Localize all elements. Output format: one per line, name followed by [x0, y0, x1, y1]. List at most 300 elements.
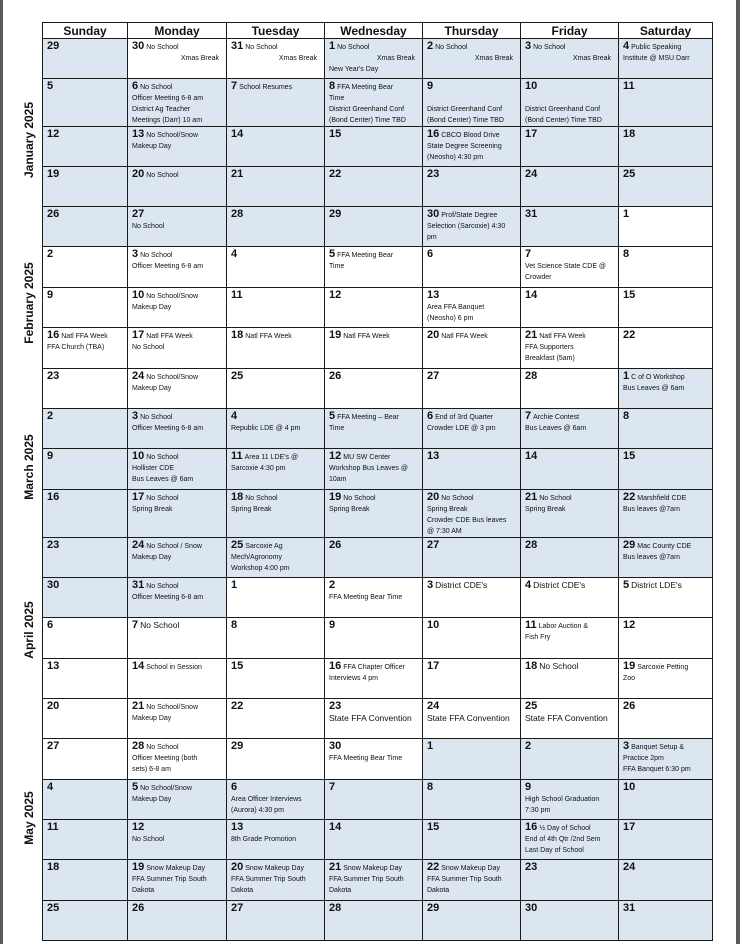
event-text: No School: [146, 495, 179, 502]
event-text: [427, 93, 517, 104]
day-number: 2: [525, 740, 532, 752]
day-cell: [128, 328, 227, 369]
day-first-line: [623, 249, 709, 261]
event-text: Natl FFA Week: [146, 333, 193, 340]
day-first-line: [231, 330, 321, 342]
day-first-line: [329, 129, 419, 141]
day-number: 10: [427, 619, 440, 631]
day-cell: [521, 247, 619, 288]
week-row: [43, 820, 713, 860]
event-text: Spring Break: [132, 506, 173, 513]
week-row: [43, 739, 713, 780]
day-number: 21: [132, 700, 145, 712]
day-cell: [619, 659, 713, 699]
day-number: 23: [47, 539, 60, 551]
day-cell: [227, 79, 325, 127]
day-cell: [325, 780, 423, 820]
event-text: Prof/State Degree: [441, 212, 498, 219]
event-text: Dakota: [132, 887, 155, 894]
day-number: 20: [47, 700, 60, 712]
day-first-line: [329, 209, 419, 221]
week-row: [43, 127, 713, 167]
day-cell: [128, 369, 227, 409]
day-number: 2: [329, 579, 336, 591]
event-text: (Neosho) 6 pm: [427, 315, 474, 322]
day-cell: [423, 699, 521, 739]
day-first-line: [427, 661, 517, 673]
day-first-line: [427, 209, 517, 221]
day-cell: [521, 538, 619, 578]
header-friday: Friday: [521, 23, 619, 39]
day-number: 29: [47, 40, 60, 52]
day-cell: [325, 39, 423, 79]
day-first-line: [132, 862, 223, 874]
day-first-line: [231, 741, 321, 753]
day-first-line: [329, 620, 419, 632]
day-cell: [521, 288, 619, 328]
day-cell: [227, 578, 325, 618]
day-cell: [325, 127, 423, 167]
event-text: No School: [140, 620, 180, 630]
day-first-line: [132, 451, 223, 463]
week-row: [43, 490, 713, 538]
event-text: Snow Makeup Day: [245, 865, 305, 872]
event-text: Sarcoxie Ag: [245, 543, 283, 550]
day-cell: [619, 578, 713, 618]
day-first-line: [47, 862, 124, 874]
day-cell: [43, 369, 128, 409]
day-first-line: [525, 492, 615, 504]
event-text: [343, 701, 345, 711]
event-text: Natl FFA Week: [61, 333, 108, 340]
day-first-line: [623, 81, 709, 93]
week-row: [43, 860, 713, 901]
event-text: Makeup Day: [132, 143, 172, 150]
day-cell: [227, 659, 325, 699]
event-text: Dakota: [427, 887, 450, 894]
event-text: [239, 414, 241, 421]
day-cell: [423, 39, 521, 79]
event-text: District LDE's: [631, 580, 682, 590]
day-number: 18: [231, 329, 244, 341]
day-number: 18: [231, 491, 244, 503]
day-cell: [521, 328, 619, 369]
day-number: 27: [47, 740, 60, 752]
day-first-line: [231, 782, 321, 794]
day-first-line: [47, 451, 124, 463]
week-row: [43, 79, 713, 127]
week-row: [43, 578, 713, 618]
day-number: 19: [329, 329, 342, 341]
event-text: Meetings (Darr) 10 am: [132, 117, 203, 124]
day-number: 9: [525, 781, 532, 793]
day-cell: [43, 538, 128, 578]
day-number: 31: [132, 579, 145, 591]
day-first-line: [427, 451, 517, 463]
header-tuesday: Tuesday: [227, 23, 325, 39]
event-text: (Bond Center) Time TBD: [427, 117, 504, 124]
day-number: 15: [623, 289, 636, 301]
day-cell: [325, 207, 423, 247]
week-row: [43, 538, 713, 578]
day-first-line: [329, 701, 419, 713]
day-number: 23: [329, 700, 342, 712]
month-label-may: May 2025: [22, 791, 36, 845]
day-number: 12: [329, 289, 342, 301]
day-first-line: [47, 371, 124, 383]
day-cell: [227, 288, 325, 328]
day-number: 4: [623, 40, 630, 52]
day-cell: [619, 618, 713, 659]
day-cell: [128, 659, 227, 699]
day-cell: [227, 449, 325, 490]
day-first-line: [525, 822, 615, 834]
day-cell: [43, 490, 128, 538]
day-first-line: [525, 701, 615, 713]
day-number: 11: [525, 619, 537, 631]
day-first-line: [427, 371, 517, 383]
event-text: Republic LDE @ 4 pm: [231, 425, 301, 432]
day-number: 29: [231, 740, 244, 752]
day-first-line: [427, 862, 517, 874]
day-first-line: [132, 411, 223, 423]
header-wednesday: Wednesday: [325, 23, 423, 39]
day-cell: [423, 490, 521, 538]
day-number: 19: [47, 168, 60, 180]
day-number: 17: [132, 491, 145, 503]
event-text: District CDE's: [435, 580, 488, 590]
day-number: 29: [427, 902, 440, 914]
day-cell: [521, 409, 619, 449]
day-number: 15: [427, 821, 440, 833]
day-first-line: [47, 411, 124, 423]
day-number: 1: [623, 370, 630, 382]
day-number: 29: [329, 208, 342, 220]
day-cell: [128, 780, 227, 820]
event-text: FFA Meeting Bear: [337, 84, 394, 91]
day-first-line: [623, 330, 709, 342]
day-number: 24: [623, 861, 636, 873]
day-number: 15: [329, 128, 342, 140]
day-number: 25: [623, 168, 636, 180]
day-number: 27: [427, 539, 440, 551]
day-first-line: [427, 249, 517, 261]
day-first-line: [47, 822, 124, 834]
day-number: 14: [525, 450, 538, 462]
day-first-line: [525, 862, 615, 874]
event-text: Natl FFA Week: [441, 333, 488, 340]
day-number: 12: [132, 821, 145, 833]
day-cell: [43, 659, 128, 699]
day-cell: [43, 901, 128, 941]
event-text: [525, 93, 615, 104]
day-first-line: [623, 862, 709, 874]
event-text: MU SW Center: [343, 454, 391, 461]
day-number: 5: [132, 781, 139, 793]
day-cell: [227, 490, 325, 538]
day-number: 15: [623, 450, 636, 462]
day-number: 7: [132, 619, 139, 631]
event-text: FFA Meeting Bear Time: [329, 594, 403, 601]
day-number: 22: [329, 168, 342, 180]
event-text: [239, 785, 241, 792]
event-text: Workshop Bus Leaves @: [329, 465, 408, 472]
day-first-line: [623, 169, 709, 181]
day-first-line: [427, 782, 517, 794]
day-cell: [423, 79, 521, 127]
event-text: [343, 744, 345, 751]
day-cell: [227, 39, 325, 79]
day-number: 26: [329, 539, 342, 551]
day-first-line: [132, 492, 223, 504]
day-first-line: [231, 580, 321, 592]
day-cell: [325, 369, 423, 409]
day-number: 30: [427, 208, 440, 220]
event-text: Spring Break: [427, 506, 468, 513]
day-first-line: [231, 129, 321, 141]
event-text: Officer Meeting 6-8 am: [132, 95, 204, 102]
day-cell: [619, 860, 713, 901]
day-first-line: [231, 81, 321, 93]
calendar-table: [42, 22, 713, 941]
day-number: 29: [623, 539, 636, 551]
event-text: Xmas Break: [474, 55, 513, 62]
day-cell: [227, 369, 325, 409]
week-row: [43, 699, 713, 739]
day-number: 1: [231, 579, 238, 591]
week-row: [43, 39, 713, 79]
day-first-line: [623, 492, 709, 504]
day-cell: [521, 901, 619, 941]
day-first-line: [623, 540, 709, 552]
day-cell: [128, 578, 227, 618]
event-text: FFA Chapter Officer: [343, 664, 405, 671]
day-number: 13: [47, 660, 60, 672]
day-first-line: [47, 249, 124, 261]
day-cell: [521, 860, 619, 901]
day-number: 14: [231, 128, 244, 140]
event-text: Spring Break: [231, 506, 272, 513]
day-number: 31: [231, 40, 244, 52]
day-number: 14: [525, 289, 538, 301]
day-first-line: [47, 741, 124, 753]
day-number: 2: [427, 40, 434, 52]
day-number: 28: [525, 539, 538, 551]
day-number: 15: [231, 660, 244, 672]
day-first-line: [329, 451, 419, 463]
day-number: 20: [231, 861, 244, 873]
event-text: Mac County CDE: [637, 543, 692, 550]
day-first-line: [623, 451, 709, 463]
day-number: 24: [132, 370, 145, 382]
event-text: No School: [343, 495, 376, 502]
day-cell: [619, 39, 713, 79]
day-first-line: [427, 41, 517, 53]
event-text: Mech/Agronomy: [231, 554, 282, 561]
day-first-line: [427, 411, 517, 423]
day-first-line: [525, 81, 615, 93]
day-first-line: [47, 903, 124, 915]
event-text: FFA Meeting – Bear: [337, 414, 399, 421]
day-number: 5: [47, 80, 54, 92]
right-edge-bar: [736, 0, 740, 944]
day-cell: [325, 578, 423, 618]
day-number: 10: [132, 450, 145, 462]
event-text: [441, 701, 443, 711]
day-cell: [521, 167, 619, 207]
day-first-line: [427, 330, 517, 342]
day-first-line: [329, 580, 419, 592]
day-number: 3: [132, 248, 139, 260]
day-first-line: [329, 782, 419, 794]
event-text: Time: [329, 95, 345, 102]
day-cell: [521, 39, 619, 79]
event-text: No School: [441, 495, 474, 502]
day-first-line: [623, 782, 709, 794]
event-text: Makeup Day: [132, 554, 172, 561]
event-text: No School: [533, 44, 566, 51]
day-cell: [43, 780, 128, 820]
event-text: State FFA Convention: [329, 713, 412, 723]
event-text: State FFA Convention: [427, 713, 510, 723]
event-text: Time: [329, 263, 345, 270]
event-text: District Ag Teacher: [132, 106, 191, 113]
day-number: 8: [329, 80, 336, 92]
header-thursday: Thursday: [423, 23, 521, 39]
day-cell: [619, 820, 713, 860]
event-text: New Year's Day: [329, 66, 379, 73]
event-text: Snow Makeup Day: [441, 865, 501, 872]
day-number: 21: [231, 168, 244, 180]
day-first-line: [132, 209, 223, 221]
day-first-line: [623, 620, 709, 632]
event-text: pm: [427, 234, 437, 241]
event-text: Hollister CDE: [132, 465, 175, 472]
day-number: 27: [231, 902, 244, 914]
day-number: 22: [623, 491, 636, 503]
day-cell: [43, 699, 128, 739]
day-cell: [128, 127, 227, 167]
day-number: 9: [47, 289, 54, 301]
day-number: 22: [231, 700, 244, 712]
day-cell: [128, 79, 227, 127]
day-cell: [521, 820, 619, 860]
day-number: 4: [525, 579, 532, 591]
day-first-line: [623, 661, 709, 673]
event-text: No School/Snow: [146, 132, 199, 139]
day-cell: [43, 739, 128, 780]
event-text: Officer Meeting 6-8 am: [132, 263, 204, 270]
day-cell: [325, 328, 423, 369]
day-first-line: [329, 492, 419, 504]
day-number: 1: [329, 40, 336, 52]
day-first-line: [525, 411, 615, 423]
day-number: 30: [525, 902, 538, 914]
event-text: Workshop 4:00 pm: [231, 565, 290, 572]
event-text: End of 3rd Quarter: [435, 414, 494, 421]
weekday-header-row: [43, 23, 713, 39]
event-text: No School: [132, 223, 165, 230]
day-cell: [43, 288, 128, 328]
day-cell: [43, 449, 128, 490]
day-first-line: [623, 129, 709, 141]
day-first-line: [231, 620, 321, 632]
day-number: 28: [329, 902, 342, 914]
day-number: 14: [132, 660, 145, 672]
month-label-april: April 2025: [22, 601, 36, 659]
day-first-line: [231, 169, 321, 181]
day-first-line: [427, 129, 517, 141]
day-number: 3: [427, 579, 434, 591]
day-cell: [227, 328, 325, 369]
day-first-line: [427, 492, 517, 504]
day-first-line: [623, 290, 709, 302]
day-number: 17: [427, 660, 440, 672]
event-text: Institute @ MSU Darr: [623, 55, 690, 62]
day-number: 22: [623, 329, 636, 341]
day-number: 25: [231, 539, 244, 551]
event-text: Zoo: [623, 675, 636, 682]
event-text: Crowder LDE @ 3 pm: [427, 425, 496, 432]
event-text: State FFA Convention: [525, 713, 608, 723]
day-number: 6: [47, 619, 54, 631]
day-number: 9: [329, 619, 336, 631]
day-number: 14: [329, 821, 342, 833]
day-number: 28: [525, 370, 538, 382]
event-text: (Neosho) 4:30 pm: [427, 154, 484, 161]
day-first-line: [329, 249, 419, 261]
day-first-line: [47, 661, 124, 673]
day-cell: [227, 207, 325, 247]
day-number: 20: [132, 168, 145, 180]
day-cell: [619, 127, 713, 167]
day-first-line: [231, 701, 321, 713]
day-first-line: [132, 903, 223, 915]
day-number: 20: [427, 329, 440, 341]
event-text: Interviews 4 pm: [329, 675, 379, 682]
day-cell: [619, 409, 713, 449]
day-first-line: [525, 540, 615, 552]
day-first-line: [623, 371, 709, 383]
day-first-line: [231, 903, 321, 915]
day-first-line: [427, 580, 517, 592]
day-cell: [227, 127, 325, 167]
event-text: No School: [146, 744, 179, 751]
event-text: FFA Church (TBA): [47, 344, 105, 351]
event-text: No School/Snow: [140, 785, 192, 792]
event-text: [441, 293, 443, 300]
month-label-february: February 2025: [22, 262, 36, 344]
day-number: 3: [132, 410, 139, 422]
day-cell: [325, 288, 423, 328]
event-text: Banquet Setup &: [631, 744, 685, 751]
day-cell: [128, 167, 227, 207]
day-first-line: [231, 41, 321, 53]
week-row: [43, 659, 713, 699]
event-text: [146, 212, 148, 219]
day-cell: [43, 409, 128, 449]
day-first-line: [132, 169, 223, 181]
day-first-line: [525, 903, 615, 915]
day-cell: [619, 449, 713, 490]
day-number: 6: [132, 80, 139, 92]
event-text: Practice 2pm: [623, 755, 664, 762]
day-cell: [227, 860, 325, 901]
day-cell: [619, 167, 713, 207]
day-cell: [325, 409, 423, 449]
day-cell: [227, 167, 325, 207]
event-text: Bus Leaves @ 6am: [132, 476, 194, 483]
